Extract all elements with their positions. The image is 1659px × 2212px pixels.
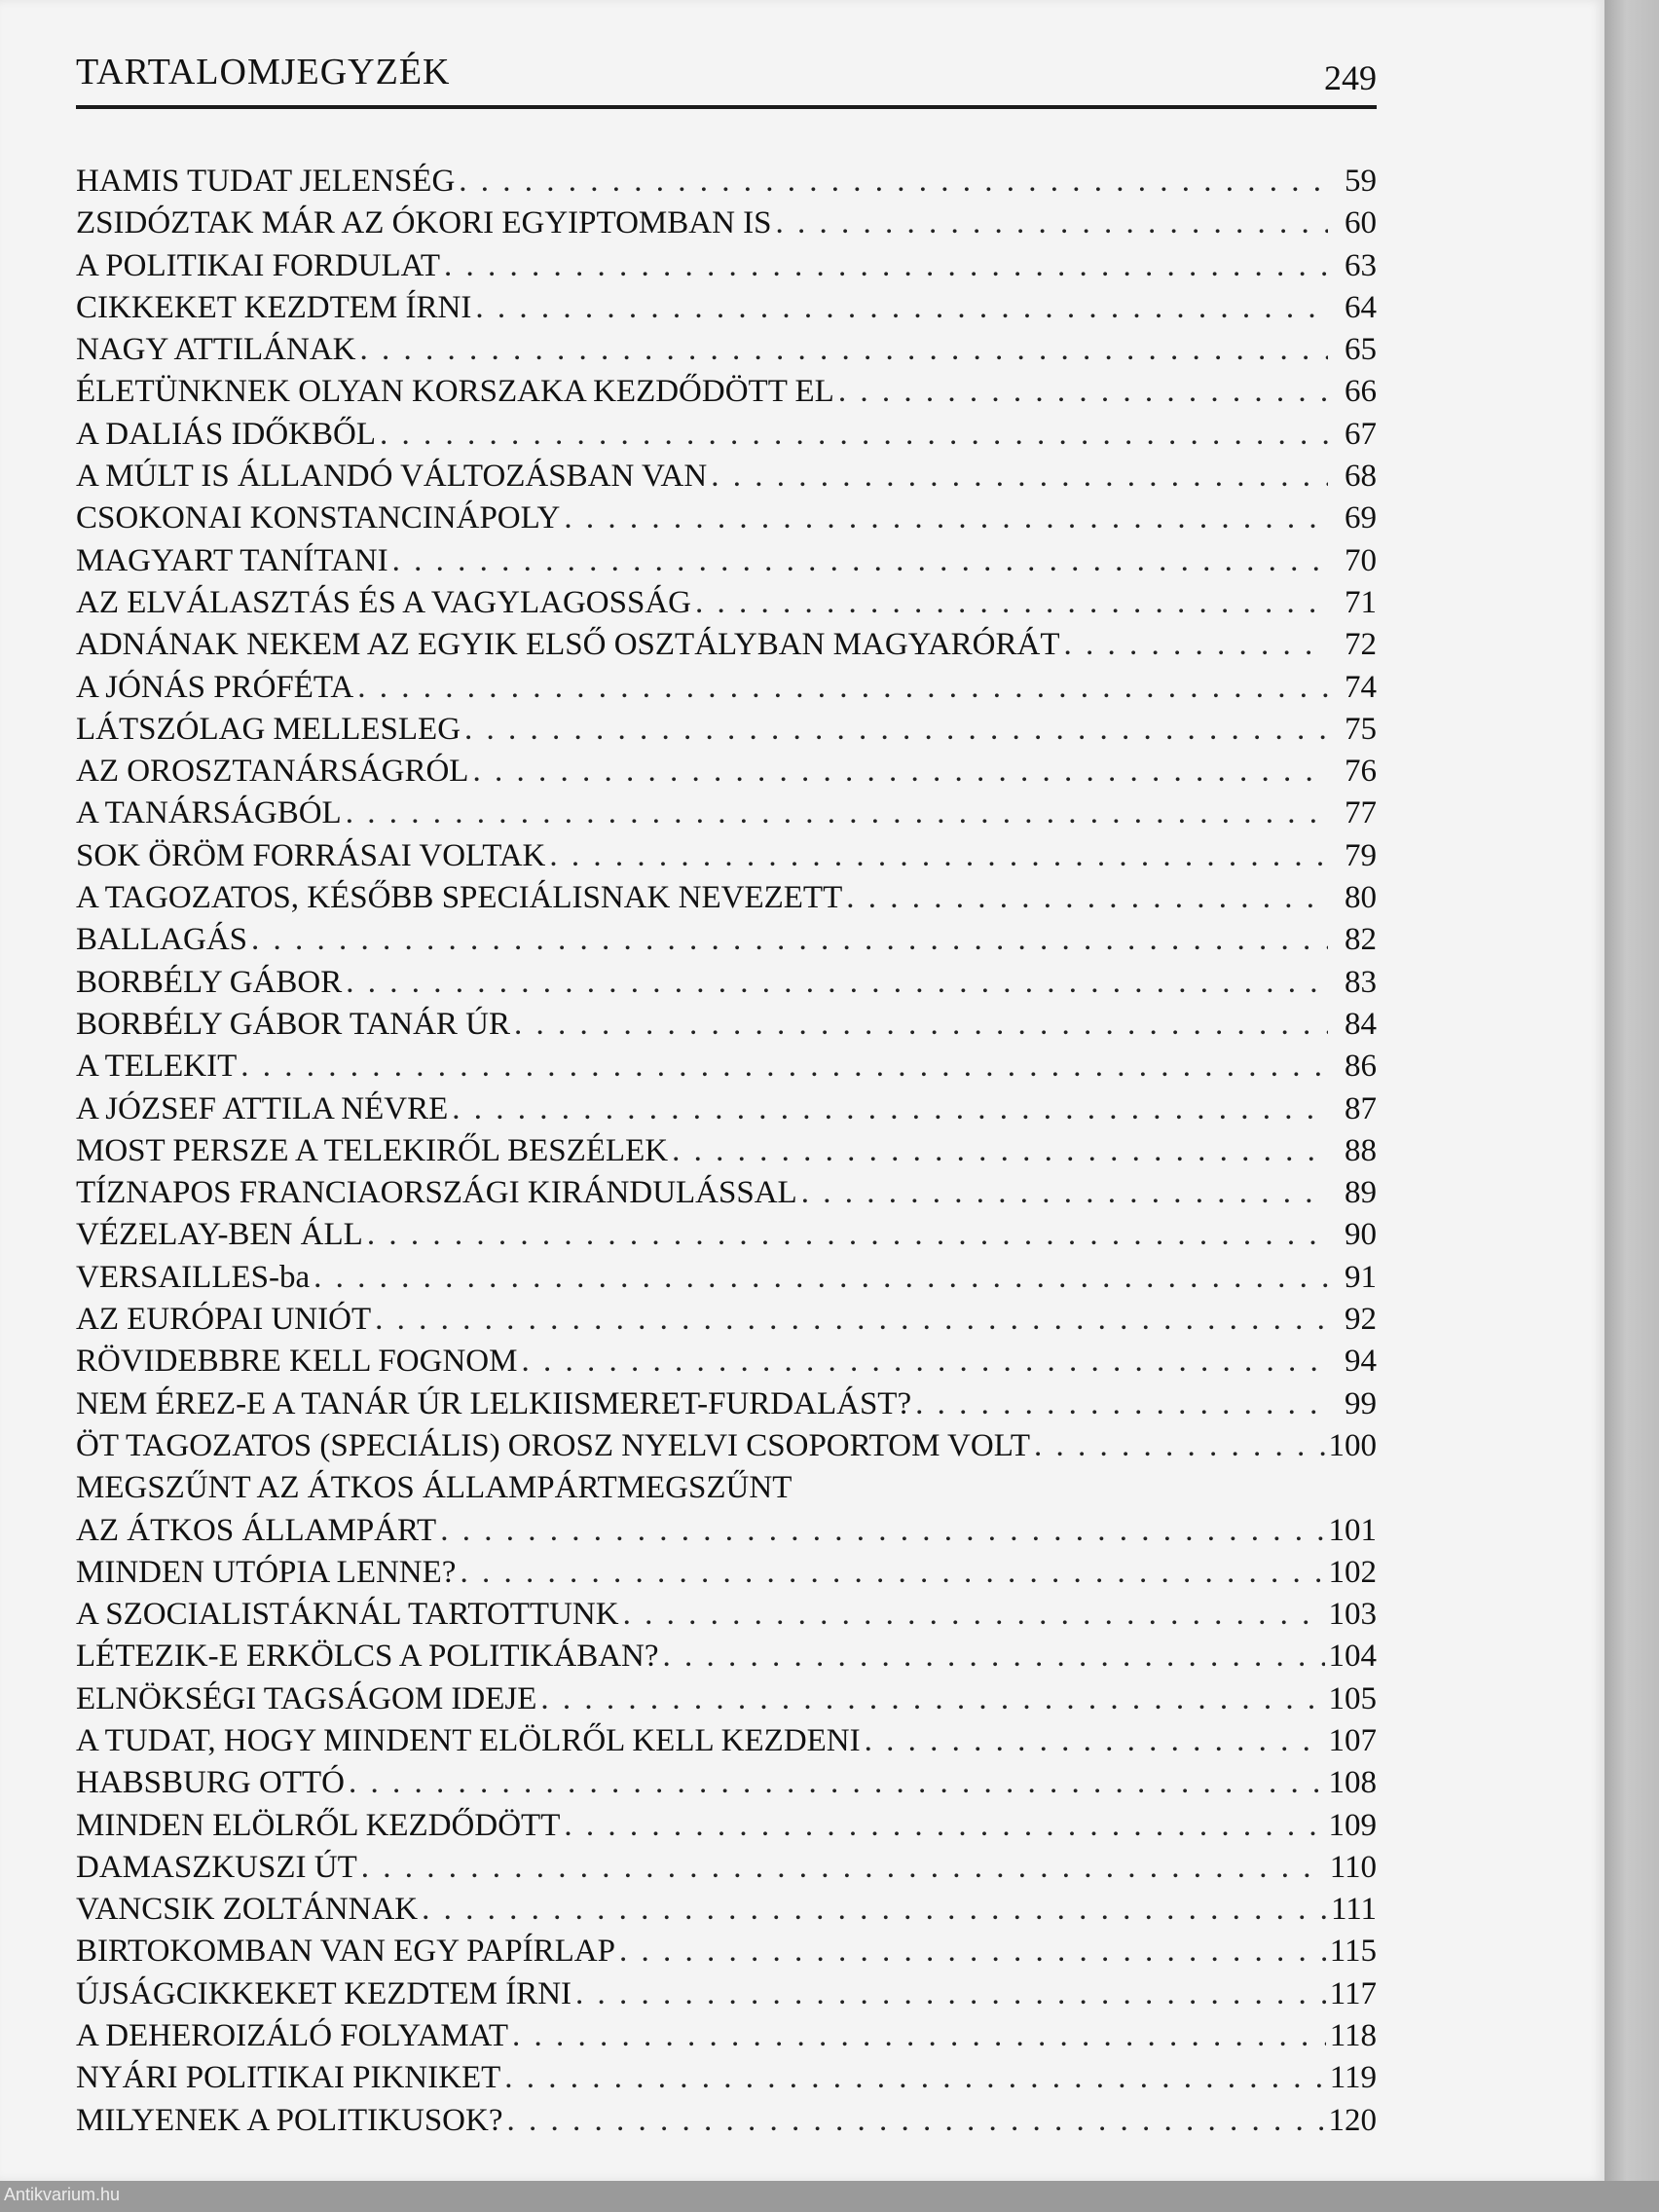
toc-entry-page: 65 bbox=[1345, 332, 1377, 368]
toc-entry-page: 64 bbox=[1345, 289, 1377, 325]
toc-entry-page: 76 bbox=[1345, 754, 1377, 790]
toc-entry-page: 92 bbox=[1345, 1302, 1377, 1338]
toc-entry-title: ELNÖKSÉGI TAGSÁGOM IDEJE bbox=[76, 1680, 537, 1716]
toc-entry-title: A DALIÁS IDŐKBŐL bbox=[76, 416, 376, 452]
toc-entry bbox=[76, 1765, 1377, 1807]
toc-entry bbox=[76, 1175, 1377, 1217]
toc-entry-title: NYÁRI POLITIKAI PIKNIKET bbox=[76, 2060, 501, 2096]
toc-entry bbox=[76, 627, 1377, 669]
toc-dot-leader bbox=[915, 1386, 1328, 1422]
toc-entry bbox=[76, 2060, 1377, 2102]
toc-entry-page: 63 bbox=[1345, 247, 1377, 283]
toc-entry-page: 103 bbox=[1328, 1597, 1377, 1633]
toc-entry-title: VÉZELAY-BEN ÁLL bbox=[76, 1217, 363, 1253]
toc-dot-leader bbox=[251, 922, 1328, 958]
watermark: Antikvarium.hu bbox=[4, 2185, 121, 2204]
toc-entry bbox=[76, 1217, 1377, 1259]
toc-entry bbox=[76, 1555, 1377, 1597]
toc-dot-leader bbox=[540, 1681, 1324, 1717]
toc-entry-page: 104 bbox=[1328, 1639, 1377, 1675]
toc-entry bbox=[76, 1723, 1377, 1765]
toc-entry bbox=[76, 248, 1377, 290]
toc-entry-title: HABSBURG OTTÓ bbox=[76, 1765, 345, 1801]
toc-dot-leader bbox=[346, 795, 1328, 831]
toc-entry bbox=[76, 205, 1377, 247]
toc-entry bbox=[76, 1007, 1377, 1049]
toc-entry-page: 86 bbox=[1345, 1049, 1377, 1085]
toc-entry-page: 68 bbox=[1345, 459, 1377, 495]
toc-dot-leader bbox=[623, 1597, 1325, 1633]
toc-dot-leader bbox=[380, 417, 1328, 453]
toc-entry-title: A JÓZSEF ATTILA NÉVRE bbox=[76, 1090, 449, 1126]
toc-dot-leader bbox=[507, 2103, 1325, 2139]
toc-entry-title: LÁTSZÓLAG MELLESLEG bbox=[76, 711, 461, 747]
toc-dot-leader bbox=[838, 374, 1328, 410]
toc-entry bbox=[76, 922, 1377, 964]
toc-entry-title: A TELEKIT bbox=[76, 1049, 238, 1085]
toc-entry-page: 80 bbox=[1345, 880, 1377, 916]
toc-entry-title: TÍZNAPOS FRANCIAORSZÁGI KIRÁNDULÁSSAL bbox=[76, 1175, 797, 1211]
toc-entry-page: 109 bbox=[1328, 1807, 1377, 1843]
toc-entry bbox=[76, 754, 1377, 795]
toc-entry bbox=[76, 374, 1377, 416]
toc-dot-leader bbox=[801, 1175, 1328, 1211]
toc-entry-title: MILYENEK A POLITIKUSOK? bbox=[76, 2102, 503, 2138]
toc-entry-title: AZ ÁTKOS ÁLLAMPÁRT bbox=[76, 1512, 437, 1548]
toc-entry-title: CIKKEKET KEZDTEM ÍRNI bbox=[76, 289, 472, 325]
toc-entry-page: 90 bbox=[1345, 1217, 1377, 1253]
toc-entry-title: ZSIDÓZTAK MÁR AZ ÓKORI EGYIPTOMBAN IS bbox=[76, 205, 772, 241]
toc-entry bbox=[76, 880, 1377, 922]
toc-entry-page: 100 bbox=[1328, 1427, 1377, 1463]
toc-dot-leader bbox=[367, 1217, 1328, 1253]
toc-dot-leader bbox=[512, 2018, 1326, 2054]
toc-dot-leader bbox=[865, 1723, 1325, 1759]
toc-entry-title: AZ OROSZTANÁRSÁGRÓL bbox=[76, 754, 469, 790]
toc-entry-page: 71 bbox=[1345, 584, 1377, 620]
toc-entry-title: ÚJSÁGCIKKEKET KEZDTEM ÍRNI bbox=[76, 1975, 572, 2011]
toc-entry bbox=[76, 1808, 1377, 1850]
toc-dot-leader bbox=[619, 1934, 1326, 1970]
toc-entry bbox=[76, 585, 1377, 627]
toc-dot-leader bbox=[521, 1344, 1328, 1380]
toc-entry-title: ÖT TAGOZATOS (SPECIÁLIS) OROSZ NYELVI CSOPORTOM VOLT bbox=[76, 1427, 1031, 1463]
toc-entry-title: SOK ÖRÖM FORRÁSAI VOLTAK bbox=[76, 837, 546, 873]
toc-entry-page: 110 bbox=[1329, 1849, 1377, 1885]
toc-entry bbox=[76, 417, 1377, 459]
toc-entry-title: VANCSIK ZOLTÁNNAK bbox=[76, 1892, 419, 1928]
toc-dot-leader bbox=[504, 2060, 1325, 2096]
toc-entry-title: NAGY ATTILÁNAK bbox=[76, 332, 356, 368]
toc-dot-leader bbox=[459, 164, 1328, 200]
toc-dot-leader bbox=[672, 1133, 1328, 1169]
toc-entry-page: 94 bbox=[1345, 1344, 1377, 1380]
toc-entry-title: RÖVIDEBBRE KELL FOGNOM bbox=[76, 1344, 518, 1380]
toc-entry-page: 75 bbox=[1345, 711, 1377, 747]
toc-entry bbox=[76, 543, 1377, 585]
toc-entry bbox=[76, 1597, 1377, 1639]
toc-entry bbox=[76, 712, 1377, 754]
toc-entry-title: A POLITIKAI FORDULAT bbox=[76, 247, 440, 283]
toc-entry bbox=[76, 1850, 1377, 1892]
toc-dot-leader bbox=[360, 332, 1329, 368]
toc-dot-leader bbox=[346, 965, 1328, 1001]
toc-entry-page: 99 bbox=[1345, 1385, 1377, 1421]
toc-dot-leader bbox=[472, 754, 1328, 790]
toc-dot-leader bbox=[440, 1513, 1324, 1549]
toc-dot-leader bbox=[361, 1850, 1326, 1886]
toc-dot-leader bbox=[1034, 1428, 1324, 1464]
toc-entry bbox=[76, 838, 1377, 880]
toc-entry-page: 117 bbox=[1329, 1975, 1377, 2011]
toc-entry-page: 107 bbox=[1328, 1722, 1377, 1758]
toc-dot-leader bbox=[514, 1007, 1328, 1043]
toc-dot-leader bbox=[475, 290, 1328, 326]
toc-entry-page: 70 bbox=[1345, 542, 1377, 578]
toc-entry bbox=[76, 1133, 1377, 1175]
toc-entry bbox=[76, 1049, 1377, 1090]
toc-entry-title: MAGYART TANÍTANI bbox=[76, 542, 388, 578]
toc-dot-leader bbox=[695, 585, 1328, 621]
toc-dot-leader bbox=[663, 1639, 1325, 1675]
toc-entry bbox=[76, 1639, 1377, 1680]
table-of-contents bbox=[76, 164, 1377, 2145]
bottom-strip bbox=[0, 2181, 1659, 2212]
toc-entry bbox=[76, 2018, 1377, 2060]
toc-entry-title: AZ ELVÁLASZTÁS ÉS A VAGYLAGOSSÁG bbox=[76, 584, 691, 620]
toc-entry-page: 69 bbox=[1345, 500, 1377, 536]
toc-entry-page: 82 bbox=[1345, 922, 1377, 958]
toc-entry-page: 77 bbox=[1345, 795, 1377, 831]
toc-entry bbox=[76, 1934, 1377, 1975]
toc-entry-title: A TUDAT, HOGY MINDENT ELÖLRŐL KELL KEZDENI bbox=[76, 1722, 861, 1758]
toc-dot-leader bbox=[357, 670, 1328, 706]
toc-entry-page: 60 bbox=[1345, 205, 1377, 241]
toc-entry-page: 88 bbox=[1345, 1132, 1377, 1168]
toc-entry-title: AZ EURÓPAI UNIÓT bbox=[76, 1302, 372, 1338]
toc-entry bbox=[76, 1681, 1377, 1723]
toc-entry bbox=[76, 290, 1377, 332]
toc-entry-title: BORBÉLY GÁBOR bbox=[76, 964, 343, 1000]
toc-dot-leader bbox=[776, 205, 1328, 241]
page-header bbox=[76, 45, 1377, 99]
toc-entry bbox=[76, 164, 1377, 205]
toc-entry bbox=[76, 1976, 1377, 2018]
toc-entry-title: ADNÁNAK NEKEM AZ EGYIK ELSŐ OSZTÁLYBAN MAGYARÓRÁT bbox=[76, 627, 1060, 663]
toc-entry-title: MINDEN UTÓPIA LENNE? bbox=[76, 1554, 457, 1590]
toc-dot-leader bbox=[549, 838, 1328, 874]
toc-dot-leader bbox=[575, 1976, 1326, 2012]
toc-entry-page: 72 bbox=[1345, 627, 1377, 663]
header-rule bbox=[76, 105, 1377, 109]
toc-entry-page: 120 bbox=[1328, 2102, 1377, 2138]
toc-entry bbox=[76, 1344, 1377, 1385]
toc-entry-page: 67 bbox=[1345, 416, 1377, 452]
toc-entry bbox=[76, 1260, 1377, 1302]
toc-entry-title: DAMASZKUSZI ÚT bbox=[76, 1849, 357, 1885]
toc-entry-page: 83 bbox=[1345, 964, 1377, 1000]
toc-entry-title: BIRTOKOMBAN VAN EGY PAPÍRLAP bbox=[76, 1934, 615, 1970]
toc-entry bbox=[76, 500, 1377, 542]
page-edge bbox=[1604, 0, 1659, 2212]
toc-entry-page: 89 bbox=[1345, 1175, 1377, 1211]
toc-dot-leader bbox=[846, 880, 1328, 916]
toc-dot-leader bbox=[375, 1302, 1328, 1338]
toc-entry-title: A DEHEROIZÁLÓ FOLYAMAT bbox=[76, 2018, 509, 2054]
toc-entry bbox=[76, 965, 1377, 1007]
toc-entry-page: 87 bbox=[1345, 1090, 1377, 1126]
toc-entry-page: 119 bbox=[1329, 2060, 1377, 2096]
toc-entry-page: 101 bbox=[1328, 1512, 1377, 1548]
toc-entry bbox=[76, 795, 1377, 837]
toc-entry bbox=[76, 1513, 1377, 1555]
toc-dot-leader bbox=[564, 500, 1328, 536]
toc-entry bbox=[76, 1892, 1377, 1934]
running-title: TARTALOMJEGYZÉK bbox=[76, 52, 451, 92]
toc-entry-page: 59 bbox=[1345, 164, 1377, 199]
toc-dot-leader bbox=[422, 1892, 1327, 1928]
toc-entry-title: MOST PERSZE A TELEKIRŐL BESZÉLEK bbox=[76, 1132, 669, 1168]
toc-dot-leader bbox=[392, 543, 1328, 579]
toc-entry-page: 91 bbox=[1345, 1259, 1377, 1295]
toc-entry-title: A JÓNÁS PRÓFÉTA bbox=[76, 669, 354, 705]
toc-entry bbox=[76, 2103, 1377, 2145]
toc-dot-leader bbox=[452, 1091, 1328, 1127]
page-number: 249 bbox=[1324, 58, 1377, 97]
toc-entry-page: 66 bbox=[1345, 374, 1377, 410]
toc-dot-leader bbox=[460, 1555, 1324, 1591]
toc-entry-title: BALLAGÁS bbox=[76, 922, 248, 958]
toc-entry-title: VERSAILLES-ba bbox=[76, 1259, 311, 1295]
toc-entry-page: 108 bbox=[1328, 1765, 1377, 1801]
toc-entry-title: A TAGOZATOS, KÉSŐBB SPECIÁLISNAK NEVEZETT bbox=[76, 880, 843, 916]
toc-entry bbox=[76, 1091, 1377, 1133]
toc-dot-leader bbox=[313, 1260, 1328, 1296]
toc-dot-leader bbox=[349, 1765, 1325, 1801]
toc-dot-leader bbox=[240, 1049, 1328, 1085]
toc-entry bbox=[76, 1302, 1377, 1344]
toc-entry-page: 105 bbox=[1328, 1680, 1377, 1716]
toc-entry-title: LÉTEZIK-E ERKÖLCS A POLITIKÁBAN? bbox=[76, 1639, 659, 1675]
toc-entry-page: 111 bbox=[1330, 1892, 1377, 1928]
toc-entry bbox=[76, 1428, 1377, 1470]
toc-dot-leader bbox=[711, 459, 1328, 495]
toc-entry-page: 84 bbox=[1345, 1006, 1377, 1042]
toc-dot-leader bbox=[444, 248, 1328, 284]
toc-entry bbox=[76, 459, 1377, 500]
toc-entry bbox=[76, 670, 1377, 712]
toc-entry-title: NEM ÉREZ-E A TANÁR ÚR LELKIISMERET-FURDALÁST? bbox=[76, 1385, 912, 1421]
toc-entry-title: MEGSZŰNT AZ ÁTKOS ÁLLAMPÁRTMEGSZŰNT bbox=[76, 1470, 793, 1506]
toc-dot-leader bbox=[564, 1808, 1324, 1844]
toc-entry bbox=[76, 1386, 1377, 1428]
toc-entry-page: 74 bbox=[1345, 669, 1377, 705]
toc-entry-title: A TANÁRSÁGBÓL bbox=[76, 795, 342, 831]
toc-dot-leader bbox=[1064, 627, 1329, 663]
toc-entry bbox=[76, 1470, 1377, 1512]
toc-entry-title: A SZOCIALISTÁKNÁL TARTOTTUNK bbox=[76, 1597, 619, 1633]
toc-entry-page: 79 bbox=[1345, 837, 1377, 873]
toc-entry-title: HAMIS TUDAT JELENSÉG bbox=[76, 164, 456, 199]
toc-entry-page: 102 bbox=[1328, 1554, 1377, 1590]
toc-entry-title: MINDEN ELÖLRŐL KEZDŐDÖTT bbox=[76, 1807, 561, 1843]
toc-dot-leader bbox=[464, 712, 1328, 748]
toc-entry-title: CSOKONAI KONSTANCINÁPOLY bbox=[76, 500, 561, 536]
toc-entry-title: BORBÉLY GÁBOR TANÁR ÚR bbox=[76, 1006, 511, 1042]
toc-entry bbox=[76, 332, 1377, 374]
toc-entry-page: 115 bbox=[1329, 1934, 1377, 1970]
toc-entry-title: ÉLETÜNKNEK OLYAN KORSZAKA KEZDŐDÖTT EL bbox=[76, 374, 834, 410]
toc-entry-title: A MÚLT IS ÁLLANDÓ VÁLTOZÁSBAN VAN bbox=[76, 459, 708, 495]
toc-entry-page: 118 bbox=[1329, 2018, 1377, 2054]
